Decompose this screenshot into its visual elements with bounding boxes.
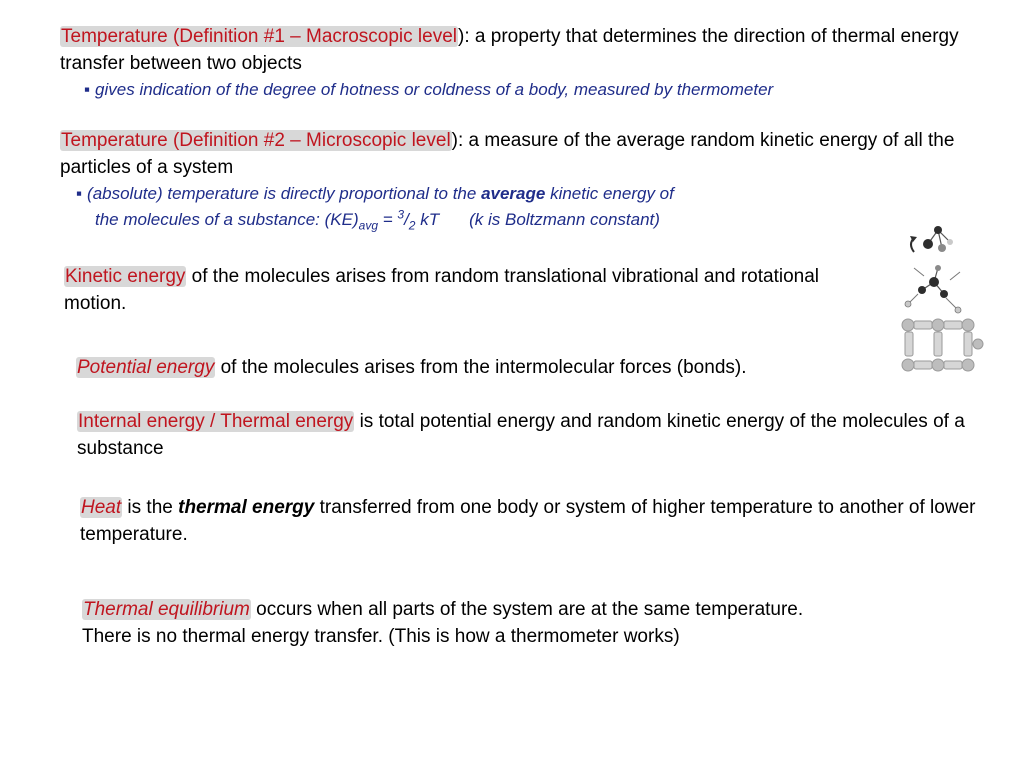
temperature-def2-bullet <box>76 181 876 207</box>
rotational-motion-icon <box>905 265 961 313</box>
temperature-def1-text: : a property that determines the direction of thermal energy transfer between two objects <box>60 26 959 74</box>
temperature-def1-close: ) <box>458 26 465 47</box>
kinetic-energy-term: Kinetic energy <box>65 266 186 287</box>
heat-mid: is the <box>122 497 179 518</box>
thermal-equilibrium-line2: There is no thermal energy transfer. (This is how a thermometer works) <box>82 626 680 647</box>
thermal-equilibrium-term: Thermal equilibrium <box>83 599 250 620</box>
potential-energy-text: of the molecules arises from the intermolecular forces (bonds). <box>215 357 747 378</box>
def2-bullet-part2: kinetic energy of <box>545 184 674 203</box>
thermal-equilibrium-definition <box>82 596 982 650</box>
bullet-marker: ▪ <box>76 184 83 203</box>
temperature-def1-term: Temperature (Definition #1 – Macroscopic level <box>61 26 458 47</box>
bullet-marker: ▪ <box>84 80 91 99</box>
heat-text: transferred from one body or system of higher temperature to another of lower temperature. <box>80 497 976 545</box>
thermal-equilibrium-text: occurs when all parts of the system are at the same temperature. <box>250 599 804 620</box>
vibrational-motion-icon <box>902 319 983 371</box>
formula-kt: kT <box>415 210 440 229</box>
kinetic-energy-definition <box>64 263 884 317</box>
def2-bullet-bold: average <box>481 184 546 203</box>
formula-fraction <box>397 207 416 233</box>
internal-energy-term: Internal energy / Thermal energy <box>78 411 354 432</box>
temperature-def2-term: Temperature (Definition #2 – Microscopic level <box>61 130 451 151</box>
temperature-def2-close: ) <box>451 130 458 151</box>
formula-note: (k is Boltzmann constant) <box>469 210 660 229</box>
fraction-numerator: 3 <box>397 207 405 222</box>
temperature-definition-2 <box>60 127 980 181</box>
heat-definition <box>80 494 980 548</box>
heat-bold: thermal energy <box>178 497 315 518</box>
heat-term: Heat <box>81 497 122 518</box>
formula-subscript: avg <box>358 218 378 233</box>
potential-energy-term: Potential energy <box>77 357 215 378</box>
kinetic-energy-formula <box>95 207 895 233</box>
internal-energy-text: is total potential energy and random kinetic energy of the molecules of a substance <box>77 411 965 459</box>
potential-energy-definition <box>76 354 906 381</box>
formula-prefix: the molecules of a substance: (KE) <box>95 210 359 229</box>
temperature-def1-bullet-text: gives indication of the degree of hotness or coldness of a body, measured by thermometer <box>95 80 774 99</box>
molecular-motion-icon <box>898 224 984 384</box>
temperature-def2-text: : a measure of the average random kinetic energy of all the particles of a system <box>60 130 955 178</box>
fraction-slash: / <box>404 210 409 229</box>
def2-bullet-part1: (absolute) temperature is directly proportional to the <box>87 184 482 203</box>
formula-equals: = <box>378 210 398 229</box>
temperature-definition-1 <box>60 23 990 77</box>
fraction-denominator: 2 <box>408 218 416 233</box>
translational-motion-icon <box>910 226 953 252</box>
internal-energy-definition <box>77 408 977 462</box>
kinetic-energy-text: of the molecules arises from random translational vibrational and rotational motion. <box>64 266 820 314</box>
temperature-def1-bullet <box>84 77 984 103</box>
